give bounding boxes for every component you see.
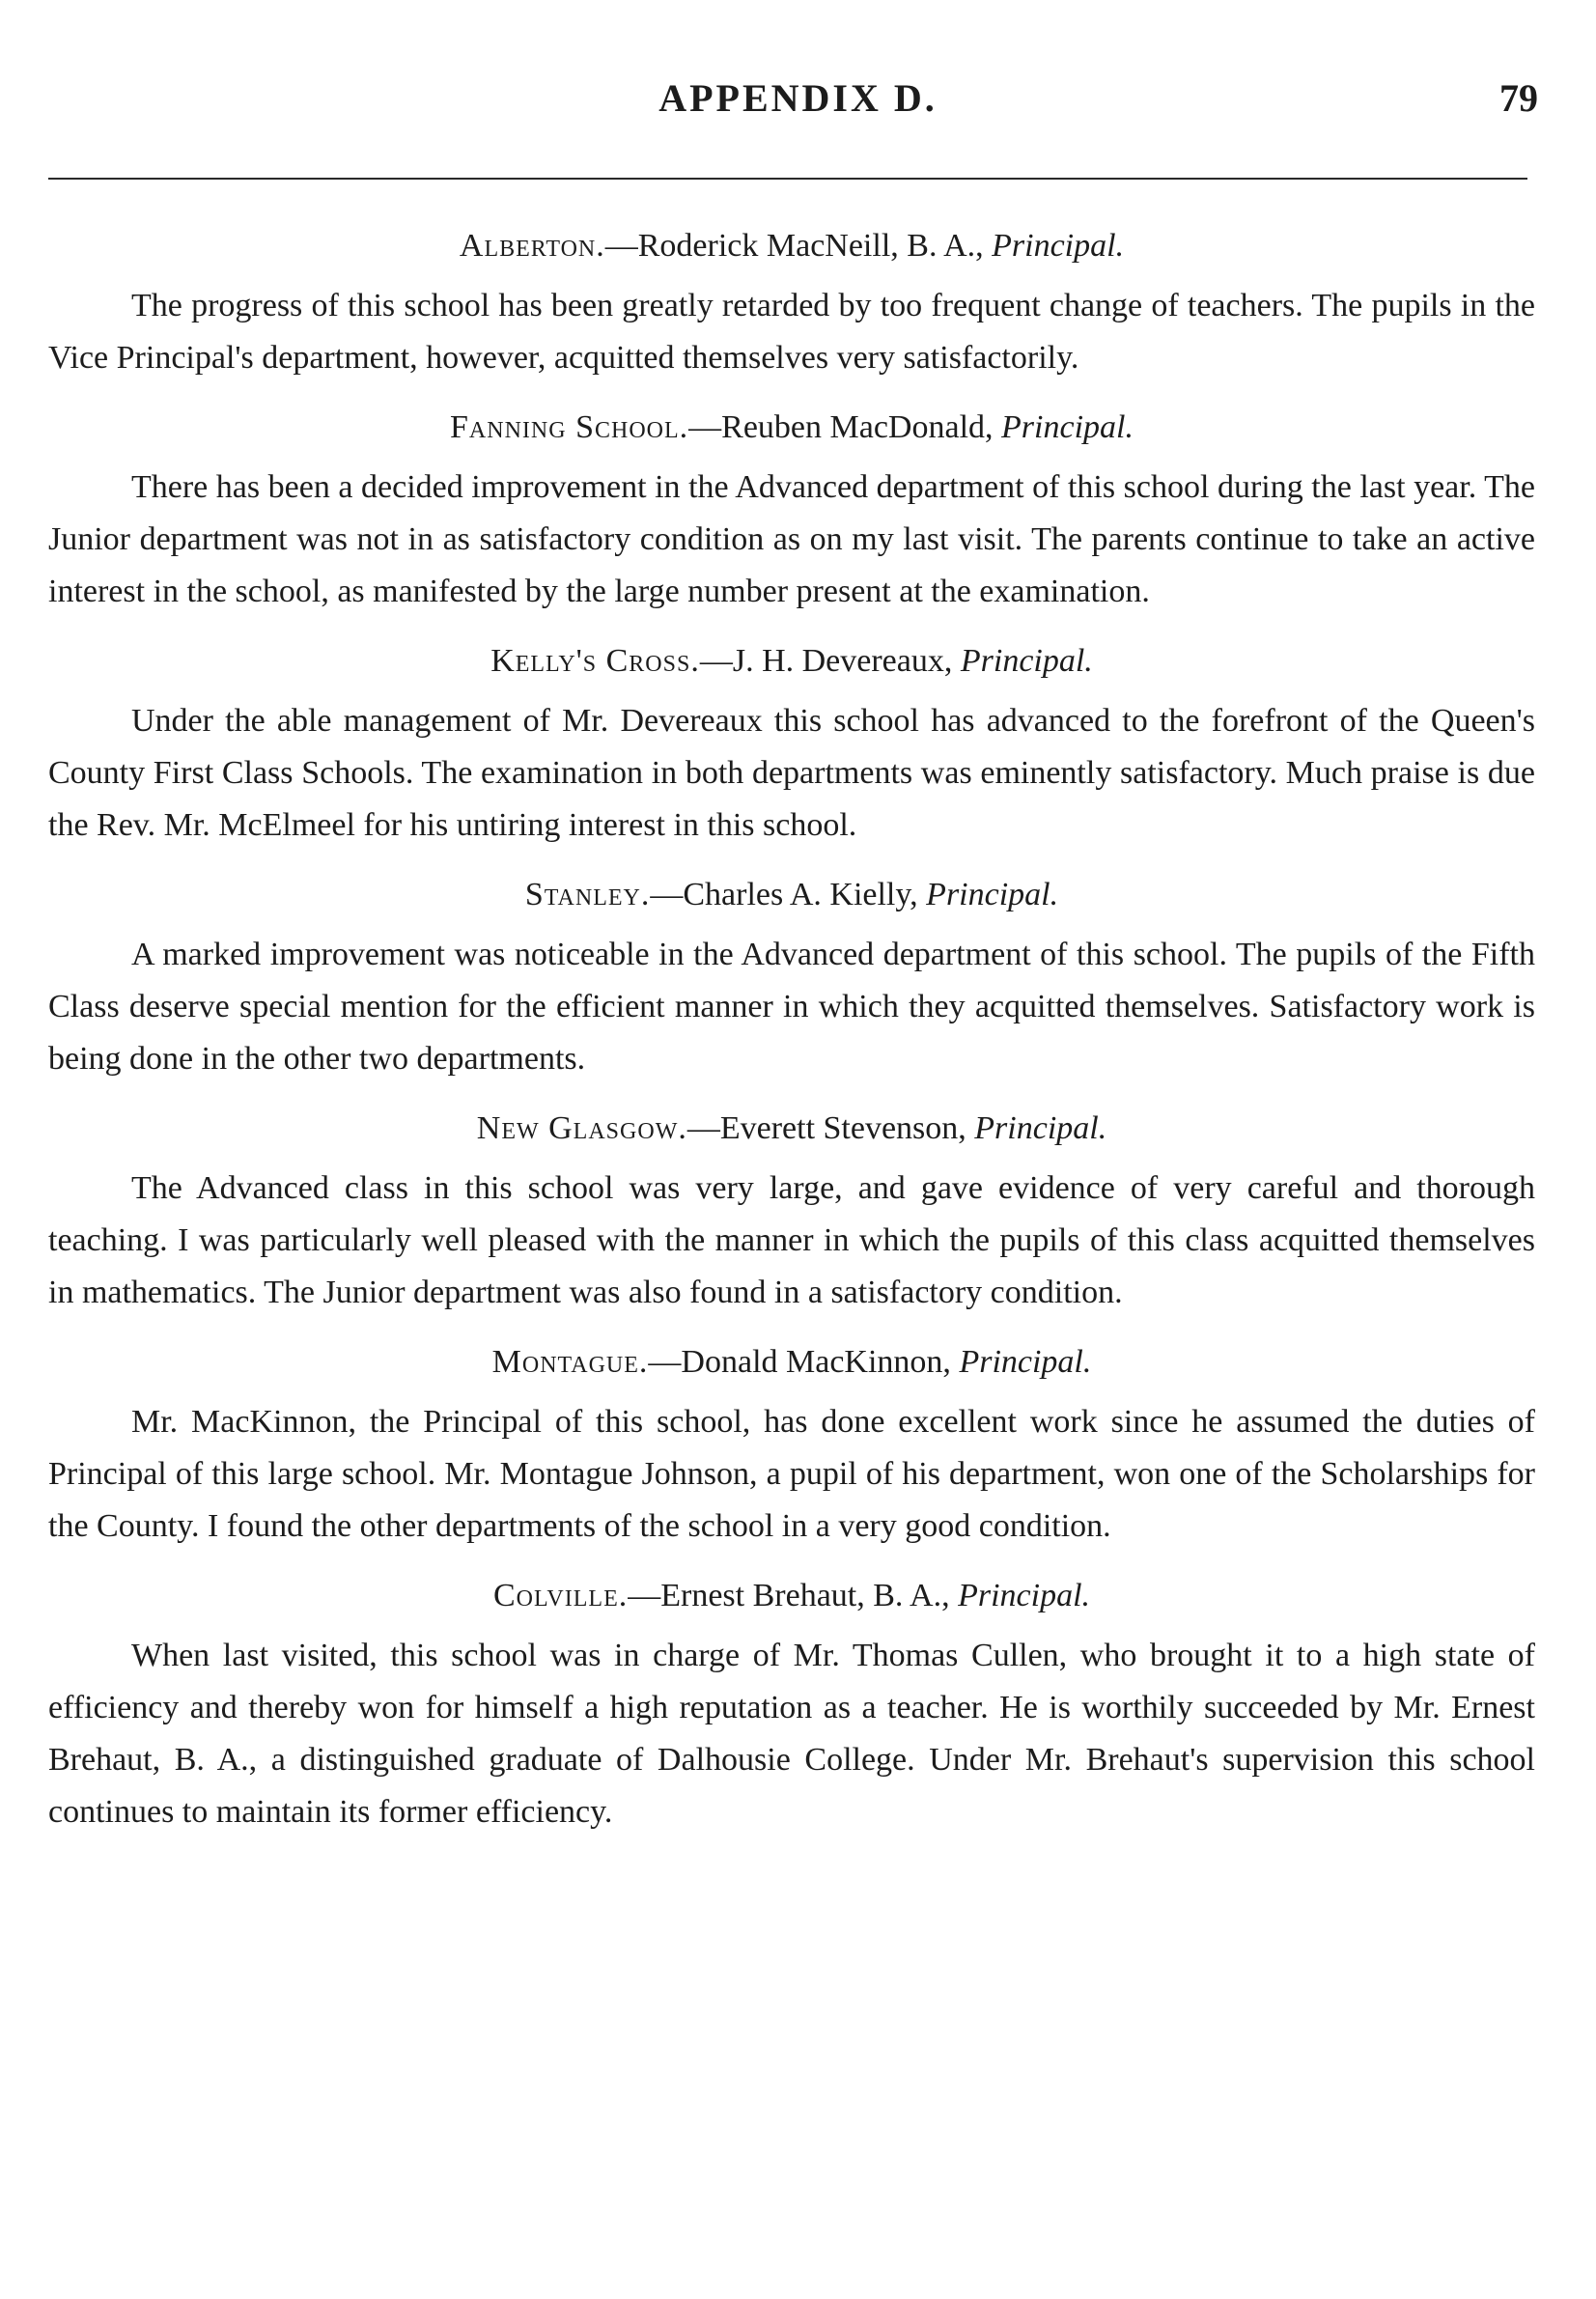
school-heading [48,873,1535,917]
heading-dash: — [686,1110,720,1146]
report-paragraph: The progress of this school has been greatly retarded by too frequent change of teachers. The pupils in the Vice Principal's department, however, acquitted themselves very satisfactorily. [48,288,1535,376]
school-name: New Glasgow. [476,1110,687,1146]
school-report-kellys-cross [48,639,1535,852]
principal-role: Principal. [992,228,1125,264]
school-report-alberton [48,224,1535,384]
school-heading [48,406,1535,450]
school-heading [48,1340,1535,1385]
page-number: 79 [1499,76,1538,120]
heading-dash: — [604,228,638,264]
page-title: APPENDIX D. [658,76,938,120]
report-paragraph: A marked improvement was noticeable in the Advanced department of this school. The pupils of the Fifth Class deserve special mention for the efficient manner in which they acquitted themselves. Satisfactory work is being done in the other two departments. [48,937,1535,1077]
principal-name: Ernest Brehaut, B. A., [660,1578,959,1613]
report-paragraph: There has been a decided improvement in the Advanced department of this school during the last year. The Junior department was not in as satisfactory condition as on my last visit. The parents continue to take an active interest in the school, as manifested by the large number present at the examination. [48,469,1535,609]
principal-name: Charles A. Kielly, [683,877,927,912]
school-name: Colville. [492,1578,629,1613]
school-report-montague [48,1340,1535,1553]
heading-dash: — [628,1578,661,1613]
report-paragraph: Under the able management of Mr. Devereaux this school has advanced to the forefront of the Queen's County First Class Schools. The examination in both departments was eminently satisfactory. Much praise is due the Rev. Mr. McElmeel for his untiring interest in this school. [48,703,1535,843]
heading-dash: — [699,643,733,679]
report-paragraph: When last visited, this school was in charge of Mr. Thomas Cullen, who brought it to a high state of efficiency and thereby won for himself a high reputation as a teacher. He is worthily succeeded by Mr. Ernest Brehaut, B. A., a distinguished graduate of Dalhousie College. Under Mr. Brehaut's supervision this school continues to maintain its former efficiency. [48,1638,1535,1830]
principal-name: Roderick MacNeill, B. A., [637,228,993,264]
school-heading [48,639,1535,684]
principal-role: Principal. [926,877,1059,912]
school-name: Fanning School. [450,409,689,445]
heading-dash: — [648,1344,682,1380]
principal-role: Principal. [974,1110,1107,1146]
running-header [0,75,1596,124]
header-rule [48,178,1527,180]
principal-name: Reuben MacDonald, [721,409,1002,445]
principal-role: Principal. [959,1344,1092,1380]
principal-role: Principal. [960,643,1093,679]
report-paragraph: Mr. MacKinnon, the Principal of this school, has done excellent work since he assumed the duties of Principal of this large school. Mr. Montague Johnson, a pupil of his department, won one of the Scholarships for the County. I found the other departments of the school in a very good condition. [48,1404,1535,1544]
school-name: Kelly's Cross. [490,643,700,679]
school-name: Stanley. [524,877,651,912]
report-body [48,224,1535,1860]
principal-name: Donald MacKinnon, [681,1344,960,1380]
heading-dash: — [650,877,684,912]
school-heading [48,1574,1535,1618]
school-name: Montague. [491,1344,649,1380]
school-report-colville [48,1574,1535,1838]
school-name: Alberton. [459,228,605,264]
principal-name: J. H. Devereaux, [732,643,961,679]
report-paragraph: The Advanced class in this school was very large, and gave evidence of very careful and thorough teaching. I was particularly well pleased with the manner in which the pupils of this class acquitted themselves in mathematics. The Junior department was also found in a satisfactory condition. [48,1170,1535,1310]
school-report-stanley [48,873,1535,1085]
school-report-fanning-school [48,406,1535,618]
principal-role: Principal. [958,1578,1091,1613]
heading-dash: — [688,409,722,445]
school-heading [48,224,1535,268]
principal-name: Everett Stevenson, [719,1110,975,1146]
school-report-new-glasgow [48,1107,1535,1319]
principal-role: Principal. [1001,409,1134,445]
school-heading [48,1107,1535,1151]
